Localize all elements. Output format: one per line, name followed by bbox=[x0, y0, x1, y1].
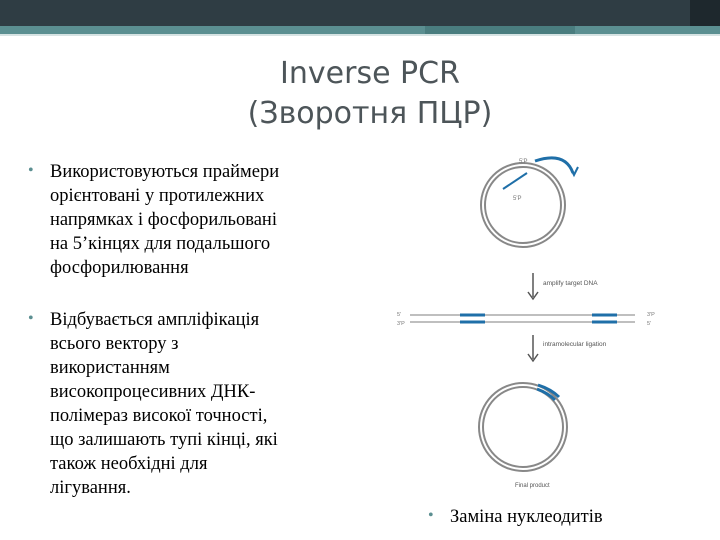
top-bar bbox=[0, 0, 720, 26]
bullet-1 bbox=[20, 160, 350, 280]
bullet-dot: • bbox=[28, 162, 34, 179]
bullet-1-line-2: орієнтовані у протилежних bbox=[50, 186, 265, 206]
bullet-2-line-6: що залишають тупі кінці, які bbox=[50, 430, 278, 450]
bullet-1-line-4: на 5’кінцях для подальшого bbox=[50, 234, 271, 254]
bullet-1-line-1: Використовуються праймери bbox=[50, 162, 280, 182]
title-line-1: Inverse PCR bbox=[280, 56, 460, 91]
step2-label: intramolecular ligation bbox=[543, 341, 607, 348]
accent-line bbox=[0, 34, 720, 36]
final-product-label: Final product bbox=[515, 483, 550, 489]
top-bar-corner bbox=[690, 0, 720, 26]
bullet-2-line-1: Відбувається ампліфікація bbox=[50, 310, 260, 330]
bullet-1-line-3: напрямках і фосфорильовані bbox=[50, 210, 277, 230]
primer-arrow-inner bbox=[503, 173, 527, 189]
bullet-dot: • bbox=[28, 310, 34, 327]
accent-band bbox=[0, 26, 720, 34]
title-line-2: (Зворотня ПЦР) bbox=[247, 96, 493, 131]
bullet-2 bbox=[20, 308, 350, 500]
bullet-2-line-2: всього вектору з bbox=[50, 334, 179, 354]
bullet-2-line-5: полімераз високої точності, bbox=[50, 406, 268, 426]
primer-top-label: 5'P bbox=[519, 159, 528, 165]
bullet-2-line-3: використанням bbox=[50, 358, 170, 378]
inverse-pcr-diagram bbox=[395, 145, 695, 495]
plasmid-circle-final bbox=[479, 383, 567, 471]
left-label-top: 5' bbox=[397, 312, 402, 318]
primer-arrowhead-top bbox=[570, 167, 578, 175]
bullet-3-text: Заміна нуклеодитів bbox=[450, 507, 603, 527]
bullet-2-line-8: лігування. bbox=[50, 478, 131, 498]
slide-title bbox=[160, 54, 580, 134]
bullet-3 bbox=[420, 505, 720, 529]
left-label-bottom: 3'P bbox=[397, 321, 405, 327]
right-label-bottom: 5' bbox=[647, 321, 652, 327]
primer-inner-label: 5'P bbox=[513, 196, 522, 202]
bullet-1-line-5: фосфорилювання bbox=[50, 258, 189, 278]
right-label-top: 3'P bbox=[647, 312, 655, 318]
bullet-2-line-4: високопроцесивних ДНК- bbox=[50, 382, 256, 402]
step1-label: amplify target DNA bbox=[543, 280, 598, 287]
bullet-2-line-7: також необхідні для bbox=[50, 454, 208, 474]
accent-notch bbox=[425, 26, 575, 34]
linear-product bbox=[410, 315, 635, 322]
bullet-dot: • bbox=[428, 507, 434, 524]
